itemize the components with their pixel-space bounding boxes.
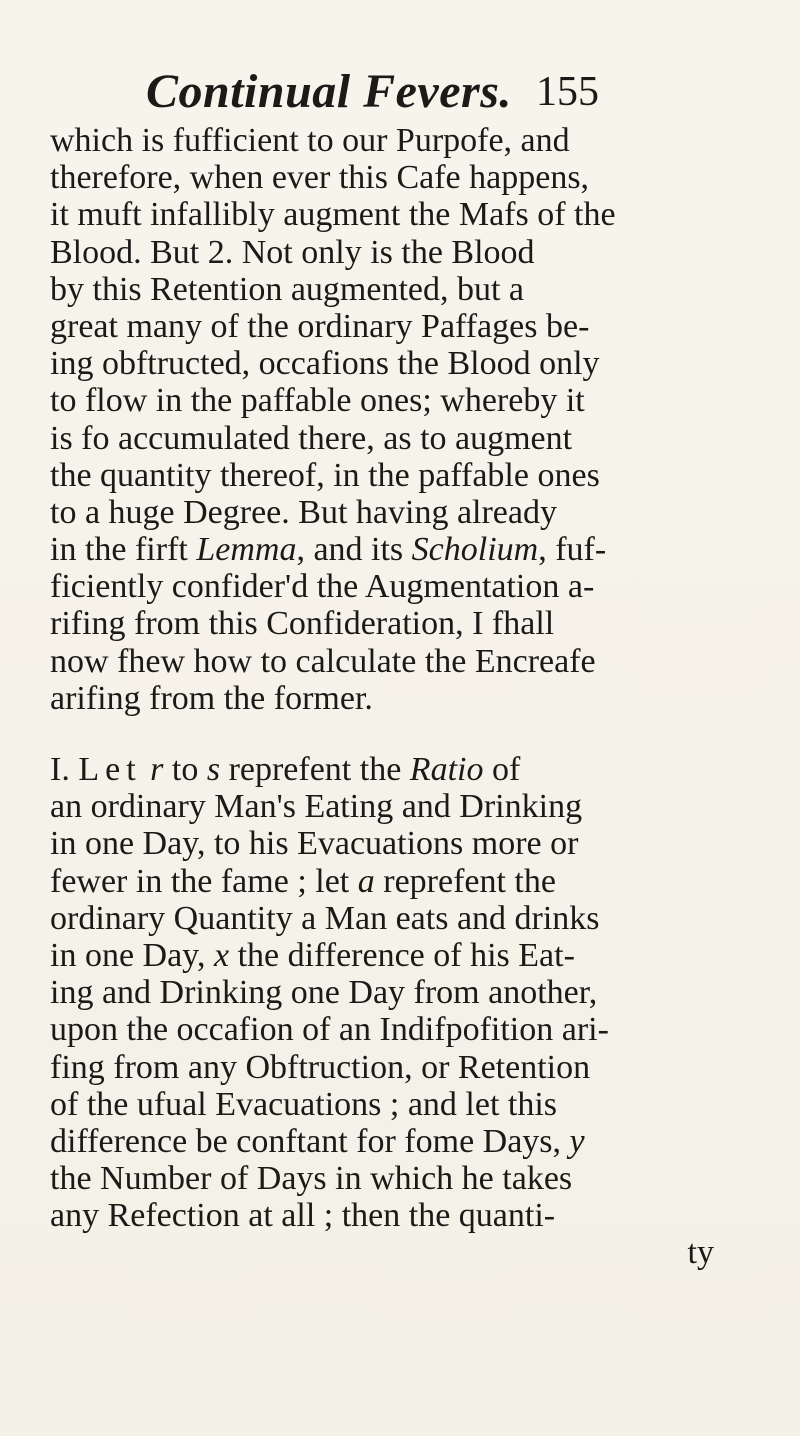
running-head (146, 62, 616, 122)
text-line: which is fufficient to our Purpofe, and (50, 122, 570, 159)
text-run: , and its (296, 531, 412, 569)
text-line: any Refection at all ; then the quanti- (50, 1197, 556, 1235)
text-line: in one Day, to his Evacuations more or (50, 825, 579, 863)
text-line: ordinary Quantity a Man eats and drinks (50, 899, 600, 937)
text-line: by this Retention augmented, but a (50, 270, 525, 308)
text-line: arifing from the former. (50, 679, 373, 717)
variable-s: s (206, 751, 221, 788)
text-line: ficiently confider'd the Augmentation a- (50, 568, 595, 606)
scholium-term: Scholium (411, 531, 539, 569)
text-line: therefore, when ever this Cafe happens, (50, 159, 590, 197)
text-run: to (163, 751, 207, 788)
text-line: the quantity thereof, in the paffable ones (50, 456, 600, 494)
text-run: difference be conftant for fome Days, (50, 1122, 570, 1160)
text-line (50, 1123, 758, 1160)
text-run: in the firft (50, 531, 197, 569)
page-number: 155 (536, 69, 599, 115)
text-line: an ordinary Man's Eating and Drinking (50, 788, 583, 826)
text-line: to flow in the paffable ones; whereby it (50, 382, 585, 420)
text-run: of (483, 751, 521, 788)
text-line (50, 937, 758, 974)
text-run: in one Day, (50, 936, 214, 974)
text-line (50, 531, 758, 568)
variable-a: a (357, 862, 375, 900)
text-line: ing and Drinking one Day from another, (50, 974, 598, 1012)
text-line: great many of the ordinary Paffages be- (50, 307, 590, 345)
text-line: Blood. But 2. Not only is the Blood (50, 233, 535, 271)
text-line: it muft infallibly augment the Mafs of the (50, 196, 616, 234)
text-line: is fo accumulated there, as to augment (50, 419, 573, 457)
text-run: fewer in the fame ; let (50, 862, 358, 900)
small-caps-word: Let (78, 751, 142, 788)
text-run: reprefent the (374, 862, 556, 900)
text-line: fing from any Obftruction, or Retention (50, 1048, 591, 1086)
catchword: ty (687, 1234, 714, 1272)
variable-y: y (569, 1122, 585, 1160)
text-line: now fhew how to calculate the Encreafe (50, 642, 596, 680)
running-head-title: Continual Fevers. (146, 65, 512, 118)
body-text (50, 122, 758, 1272)
text-line: rifing from this Confideration, I fhall (50, 605, 555, 643)
text-line: of the ufual Evacuations ; and let this (50, 1085, 558, 1123)
variable-r: r (150, 751, 164, 788)
text-line: upon the occafion of an Indifpofition ari- (50, 1011, 609, 1049)
ratio-term: Ratio (409, 751, 484, 788)
text-line (50, 751, 758, 788)
section-number: I. (50, 751, 70, 788)
text-line: the Number of Days in which he takes (50, 1160, 573, 1198)
text-line (50, 863, 758, 900)
text-line: ing obftructed, occafions the Blood only (50, 345, 600, 383)
text-run: the difference of his Eat- (229, 936, 575, 974)
text-line: to a huge Degree. But having already (50, 493, 557, 531)
paragraph-gap (50, 717, 758, 751)
lemma-term: Lemma (196, 531, 297, 569)
text-run: reprefent the (220, 751, 410, 788)
text-run: , fuf- (538, 531, 607, 569)
variable-x: x (213, 936, 230, 974)
